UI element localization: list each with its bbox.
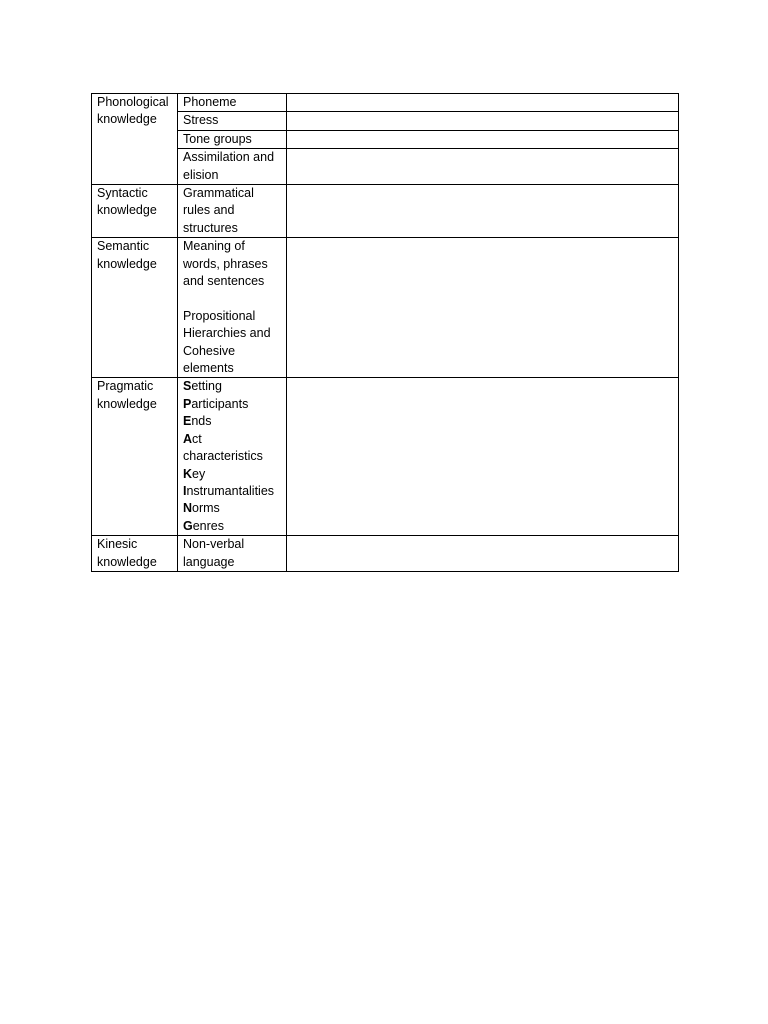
item-rest: characteristics bbox=[183, 449, 263, 464]
category-label: knowledge bbox=[97, 112, 157, 127]
initial-letter: K bbox=[183, 466, 193, 481]
item-rest: ey bbox=[192, 466, 206, 481]
table-row bbox=[92, 536, 679, 572]
item-cell bbox=[178, 185, 287, 238]
item-label: Cohesive bbox=[183, 343, 236, 358]
item-rest: orms bbox=[192, 501, 220, 516]
category-label: knowledge bbox=[97, 396, 157, 411]
category-label: Syntactic bbox=[97, 186, 148, 201]
category-label: Phonological bbox=[97, 95, 169, 109]
category-cell-syntactic bbox=[92, 185, 178, 238]
item-cell bbox=[178, 238, 287, 378]
initial-letter: N bbox=[183, 501, 193, 516]
item-rest: nstrumantalities bbox=[186, 483, 275, 498]
item-label: structures bbox=[183, 220, 238, 235]
knowledge-table bbox=[91, 93, 679, 572]
category-label: knowledge bbox=[97, 554, 157, 569]
speaking-item bbox=[183, 448, 282, 465]
category-label: Pragmatic bbox=[97, 379, 154, 394]
table-row bbox=[92, 112, 679, 130]
item-label: Assimilation and bbox=[183, 150, 275, 165]
category-label: Semantic bbox=[97, 239, 150, 254]
initial-letter: E bbox=[183, 414, 192, 429]
empty-notes-cell[interactable] bbox=[287, 536, 679, 572]
empty-notes-cell[interactable] bbox=[287, 185, 679, 238]
item-label: Meaning of bbox=[183, 239, 245, 254]
item-label: rules and bbox=[183, 203, 235, 218]
item-label: elision bbox=[183, 167, 219, 182]
table-row bbox=[92, 378, 679, 536]
item-label: Grammatical bbox=[183, 186, 254, 201]
item-cell bbox=[178, 536, 287, 572]
item-rest: etting bbox=[191, 379, 222, 394]
empty-notes-cell[interactable] bbox=[287, 238, 679, 378]
speaking-item bbox=[183, 413, 282, 430]
item-cell bbox=[178, 130, 287, 148]
item-label: elements bbox=[183, 361, 234, 376]
empty-notes-cell[interactable] bbox=[287, 112, 679, 130]
table-row bbox=[92, 149, 679, 185]
initial-letter: G bbox=[183, 518, 193, 533]
category-cell-semantic bbox=[92, 238, 178, 378]
speaking-item bbox=[183, 500, 282, 517]
table-row bbox=[92, 238, 679, 378]
empty-notes-cell[interactable] bbox=[287, 378, 679, 536]
table-row bbox=[92, 94, 679, 112]
initial-letter: S bbox=[183, 379, 192, 394]
initial-letter: I bbox=[183, 483, 187, 498]
item-label: Stress bbox=[183, 113, 219, 128]
initial-letter: A bbox=[183, 431, 193, 446]
item-label: language bbox=[183, 554, 235, 569]
item-label: Propositional bbox=[183, 308, 256, 323]
speaking-item bbox=[183, 518, 282, 535]
item-label: Non-verbal bbox=[183, 537, 245, 552]
speaking-item bbox=[183, 483, 282, 500]
empty-notes-cell[interactable] bbox=[287, 130, 679, 148]
item-rest: articipants bbox=[191, 396, 249, 411]
item-label: and sentences bbox=[183, 274, 265, 289]
category-cell-kinesic bbox=[92, 536, 178, 572]
item-cell bbox=[178, 112, 287, 130]
blank-line bbox=[183, 290, 282, 307]
item-rest: ct bbox=[192, 431, 202, 446]
empty-notes-cell[interactable] bbox=[287, 94, 679, 112]
speaking-item bbox=[183, 378, 282, 395]
item-cell bbox=[178, 378, 287, 536]
item-rest: enres bbox=[192, 518, 225, 533]
category-label: Kinesic bbox=[97, 537, 138, 552]
item-label: Phoneme bbox=[183, 95, 237, 109]
speaking-item bbox=[183, 396, 282, 413]
category-label: knowledge bbox=[97, 256, 157, 271]
item-label: words, phrases bbox=[183, 256, 268, 271]
table-row bbox=[92, 185, 679, 238]
empty-notes-cell[interactable] bbox=[287, 149, 679, 185]
item-rest: nds bbox=[191, 414, 212, 429]
speaking-item bbox=[183, 431, 282, 448]
category-label: knowledge bbox=[97, 203, 157, 218]
initial-letter: P bbox=[183, 396, 192, 411]
item-label: Hierarchies and bbox=[183, 326, 271, 341]
category-cell-pragmatic bbox=[92, 378, 178, 536]
item-cell bbox=[178, 149, 287, 185]
speaking-item bbox=[183, 466, 282, 483]
item-label: Tone groups bbox=[183, 131, 252, 146]
table-row bbox=[92, 130, 679, 148]
category-cell-phonological bbox=[92, 94, 178, 185]
item-cell bbox=[178, 94, 287, 112]
